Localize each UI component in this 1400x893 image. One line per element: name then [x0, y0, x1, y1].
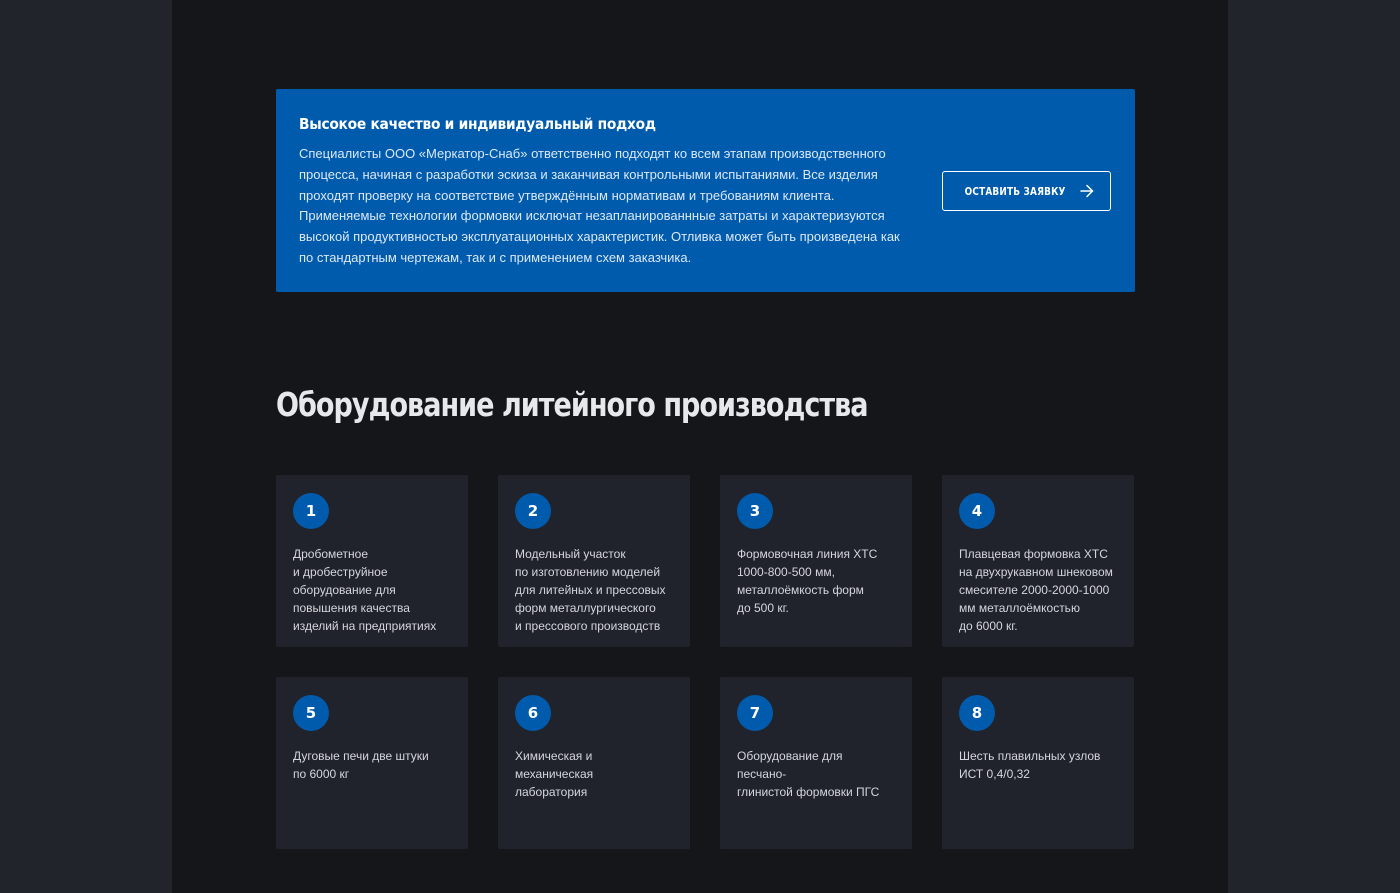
equipment-number-badge: 3	[737, 493, 773, 529]
equipment-grid	[276, 475, 1135, 849]
equipment-description: Модельный участок по изготовлению моделей для литейных и прессовых форм металлургического и прессового производств	[515, 547, 666, 633]
submit-request-button[interactable]	[942, 171, 1111, 211]
equipment-description: Дуговые печи две штуки по 6000 кг	[293, 749, 429, 781]
equipment-number-badge: 4	[959, 493, 995, 529]
quality-banner	[276, 89, 1135, 292]
equipment-number-badge: 7	[737, 695, 773, 731]
equipment-card	[498, 475, 690, 647]
equipment-card	[498, 677, 690, 849]
equipment-card	[942, 475, 1134, 647]
equipment-description: Шесть плавильных узлов ИСТ 0,4/0,32	[959, 749, 1101, 781]
equipment-description: Химическая и механическая лаборатория	[515, 749, 594, 799]
banner-title: Высокое качество и индивидуальный подход	[299, 115, 656, 133]
equipment-description: Оборудование для песчано- глинистой формовки ПГС	[737, 749, 880, 799]
equipment-card	[942, 677, 1134, 849]
equipment-number-badge: 6	[515, 695, 551, 731]
equipment-card	[276, 677, 468, 849]
equipment-description: Плавцевая формовка ХТС на двухрукавном шнековом смесителе 2000-2000-1000 мм металлоёмкостью до 6000 кг.	[959, 547, 1113, 633]
equipment-description: Дробометное и дробеструйное оборудование для повышения качества изделий на предприятиях	[293, 547, 437, 633]
equipment-number-badge: 5	[293, 695, 329, 731]
equipment-card	[720, 475, 912, 647]
arrow-right-icon	[1080, 184, 1094, 198]
equipment-number-badge: 1	[293, 493, 329, 529]
page-content	[172, 0, 1228, 893]
equipment-card	[276, 475, 468, 647]
equipment-number-badge: 2	[515, 493, 551, 529]
submit-request-label: ОСТАВИТЬ ЗАЯВКУ	[965, 184, 1066, 198]
equipment-card	[720, 677, 912, 849]
banner-text: Специалисты ООО «Меркатор-Снаб» ответственно подходят ко всем этапам производственного процесса, начиная с разработки эскиза и заканчивая контрольными испытаниями. Все изделия проходят проверку на соответствие утверждённым нормативам и требованиям клиента. Применяемые технологии формовки исключат незапланированнные затраты и характеризуются высокой продуктивностью эксплуатационных характеристик. Отливка может быть произведена как по стандартным чертежам, так и с применением схем заказчика.	[299, 146, 900, 265]
equipment-description: Формовочная линия ХТС 1000-800-500 мм, металлоёмкость форм до 500 кг.	[737, 547, 878, 615]
equipment-section-title: Оборудование литейного производства	[276, 385, 868, 424]
equipment-number-badge: 8	[959, 695, 995, 731]
